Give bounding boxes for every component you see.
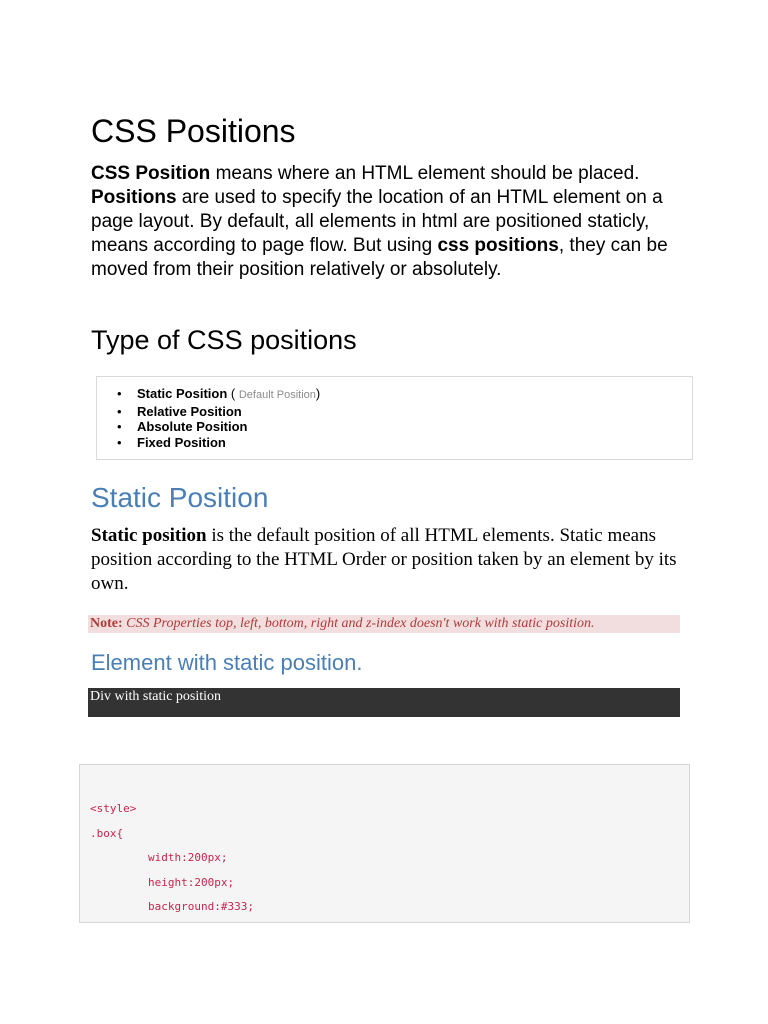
list-item-label: Relative Position [137,403,242,419]
static-text-body: is the default position of all HTML elements. Static means position according to the HTML Order or position taken by an element by its own. [91,525,677,594]
types-heading: Type of CSS positions [91,325,357,355]
static-demo-box: Div with static position [88,688,680,717]
note-banner [88,615,680,633]
list-item [117,404,320,420]
list-item [117,386,320,404]
intro-text-1: means where an HTML element should be placed. [210,163,640,184]
list-item-label: Absolute Position [137,419,248,435]
bullet-icon: • [117,419,122,435]
page-title: CSS Positions [91,113,296,149]
default-position-note: Default Position [238,389,316,401]
bullet-icon: • [117,434,122,450]
intro-text-2: are used to specify the location of an HTML element on a page layout. By default, all elements in html are positioned staticly, means according to page flow. But using [91,187,663,256]
element-static-heading: Element with static position. [91,650,363,675]
paren-close: ) [315,386,321,401]
code-pre [90,797,254,920]
code-line: <style> [90,802,137,815]
intro-bold-positions: Positions [91,187,177,208]
list-item-label: Static Position [137,386,228,401]
note-text: CSS Properties top, left, bottom, right and z-index doesn't work with static position. [122,616,595,631]
list-item [117,419,320,435]
code-line: height:200px; [148,875,235,889]
intro-bold-css-position: CSS Position [91,163,211,184]
bullet-icon: • [117,386,122,401]
code-line: width:200px; [148,851,228,864]
intro-text-3: , they can be moved from their position relatively or absolutely. [91,235,668,280]
static-position-heading: Static Position [91,482,269,513]
types-list-box [96,376,693,460]
types-list [117,386,320,450]
bullet-icon: • [117,403,122,419]
code-line: background:#333; [148,900,254,913]
list-item-label: Fixed Position [137,434,226,450]
paren-open: ( [227,386,239,401]
static-position-paragraph [91,524,691,596]
intro-bold-css-positions: css positions [437,235,559,256]
code-block [79,764,690,923]
code-line: .box{ [90,826,124,840]
intro-paragraph [91,162,691,282]
list-item [117,435,320,451]
note-label: Note: [90,616,123,631]
static-bold: Static position [91,525,207,546]
